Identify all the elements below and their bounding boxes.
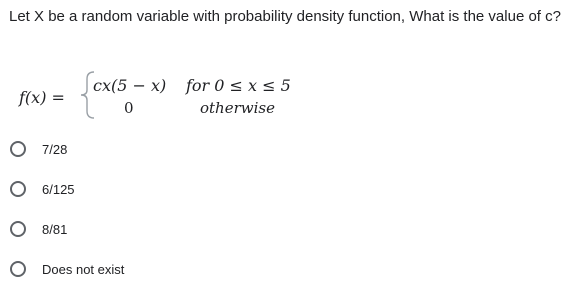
formula-lhs: f(x) = bbox=[19, 88, 65, 107]
option-does-not-exist[interactable] bbox=[10, 258, 124, 280]
formula-case2-expression: 0 bbox=[124, 99, 134, 117]
option-label: 8/81 bbox=[42, 221, 68, 237]
option-label: 7/28 bbox=[42, 141, 68, 157]
option-6-125[interactable] bbox=[10, 178, 75, 200]
question-text: Let X be a random variable with probability density function, What is the value of c? bbox=[9, 8, 561, 25]
radio-button[interactable] bbox=[10, 141, 26, 157]
option-7-28[interactable] bbox=[10, 138, 67, 160]
option-label: Does not exist bbox=[42, 261, 125, 277]
option-label: 6/125 bbox=[42, 181, 75, 197]
radio-button[interactable] bbox=[10, 181, 26, 197]
formula-case1-expression: cx(5 − x) bbox=[93, 76, 167, 95]
formula-case1-condition: for 0 ≤ x ≤ 5 bbox=[186, 76, 291, 95]
radio-button[interactable] bbox=[10, 261, 26, 277]
option-8-81[interactable] bbox=[10, 218, 67, 240]
formula-case2-condition: otherwise bbox=[200, 99, 275, 117]
radio-button[interactable] bbox=[10, 221, 26, 237]
pdf-formula bbox=[0, 0, 574, 130]
